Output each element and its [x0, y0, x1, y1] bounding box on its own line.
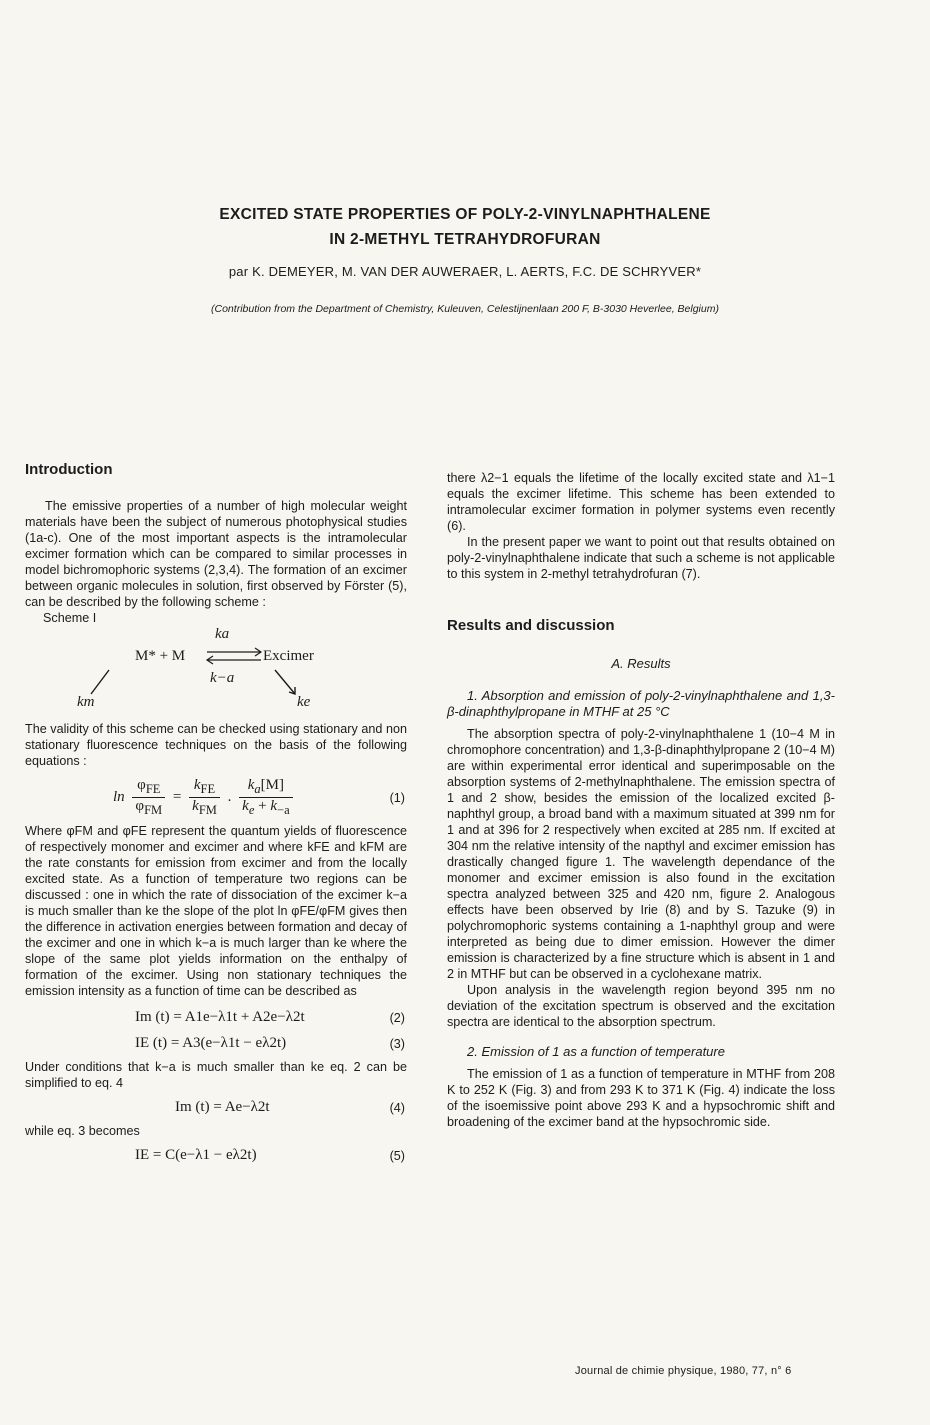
scheme-product: Excimer	[263, 648, 314, 664]
section-heading-introduction: Introduction	[25, 461, 113, 478]
equilibrium-arrows-icon	[205, 644, 265, 670]
affiliation: (Contribution from the Department of Chemistry, Kuleuven, Celestijnenlaan 200 F, B-3030 Heverlee, Belgium)	[211, 303, 719, 315]
equation-5	[25, 1145, 407, 1171]
journal-footer: Journal de chimie physique, 1980, 77, n° 6	[575, 1365, 792, 1377]
results-paragraph-3: The emission of 1 as a function of temperature in MTHF from 208 K to 252 K (Fig. 3) and from 293 K to 371 K (Fig. 4) indicate the loss of the isoemissive point above 293 K and a hypsochromic shift and broadening of the excimer band at the hypsochromic side.	[447, 1067, 835, 1129]
section-heading-results: Results and discussion	[447, 617, 615, 634]
scheme-reactants: M* + M	[135, 648, 186, 664]
right-paragraph-2: In the present paper we want to point out that results obtained on poly-2-vinylnaphthalene indicate that such a scheme is not applicable to this system in 2-methyl tetrahydrofuran (7).	[447, 535, 835, 581]
subsection-heading-a: A. Results	[611, 656, 671, 671]
scheme-ke: ke	[297, 694, 311, 710]
scheme-km: km	[77, 694, 95, 710]
authors: par K. DEMEYER, M. VAN DER AUWERAER, L. AERTS, F.C. DE SCHRYVER*	[228, 264, 702, 279]
subsubsection-1: 1. Absorption and emission of poly-2-vinylnaphthalene and 1,3-β-dinaphthylpropane in MTHF at 25 °C	[447, 688, 835, 719]
equation-3	[25, 1033, 407, 1059]
scheme-k-minus-a: k−a	[210, 670, 235, 686]
subsubsection-2: 2. Emission of 1 as a function of temperature	[467, 1044, 725, 1059]
results-paragraph-2: Upon analysis in the wavelength region beyond 395 nm no deviation of the excitation spectrum is observed and the excitation spectra are identical to the absorption spectrum.	[447, 983, 835, 1029]
scheme-label: Scheme I	[43, 611, 97, 625]
equation-4-number: (4)	[389, 1101, 405, 1115]
equation-5-text: IE = C(e−λ1 − eλ2t)	[135, 1147, 257, 1163]
intro-paragraph-1: The emissive properties of a number of high molecular weight materials have been the subject of numerous photophysical studies (1a-c). One of the most important aspects is the intramolecular excimer formation which can be compared to similar processes in model bichromophoric systems (2,3,4). The formation of an excimer between organic molecules in solution, first observed by Förster (5), can be described by the following scheme :	[25, 499, 407, 609]
equation-2	[25, 1007, 407, 1033]
equation-4-text: Im (t) = Ae−λ2t	[175, 1099, 270, 1115]
equation-2-text: Im (t) = A1e−λ1t + A2e−λ2t	[135, 1009, 305, 1025]
equation-3-text: IE (t) = A3(e−λ1t − eλ2t)	[135, 1035, 287, 1051]
title-line-2: IN 2-METHYL TETRAHYDROFURAN	[329, 231, 601, 248]
equation-3-number: (3)	[389, 1037, 405, 1051]
intro-paragraph-3: Where φFM and φFE represent the quantum yields of fluorescence of respectively monomer and excimer and where kFE and kFM are the rate constants for emission from excimer and from the locally excited state. As a function of temperature two regions can be discussed : one in which the rate of dissociation of the excimer k−a is much smaller than ke the slope of the plot ln φFE/φFM gives then the difference in activation energies between formation and decay of the excimer and one in which k−a is much larger than ke where the slope of the same plot yields information on the enthalpy of formation of the excimer. Using non stationary techniques the emission intensity as a function of time can be described as	[25, 824, 407, 998]
equation-1: ln $\frac{\varphi_{FE}}{\varphi_{FM}}$ = $\frac{k_{FE}}{k_{FM}}$ . $\frac{k_a[M]}{k_e + k_{-a}}$ (1)	[113, 777, 405, 817]
results-paragraph-1: The absorption spectra of poly-2-vinylnaphthalene 1 (10−4 M in chromophore concentration) and 1,3-β-dinaphthylpropane 2 (10−4 M) are within experimental error identical and superimposable on the absorption systems of 2-methylnaphthalene. The emission spectra of 1 and 2 show, besides the emission of the localized excited β-naphthyl group, a broad band with a maximum situated at 399 nm for 1 and at 396 for 2 respectively when excited at 285 nm. If excited at 304 nm the relative intensity of the napthyl and excimer emission has drastically changed figure 1. The wavelength dependance of the monomer and excimer emission is also found in the excitation spectra analyzed between 325 and 420 nm, figure 2. Analogous effects have been observed by Irie (8) and by S. Tazuke (9) in polychromophoric systems containing a 1-naphthyl group and were interpreted as being due to dimer emission. However the dimer emission is characterized by a fine structure which is absent in 1 and 2 in MTHF but can be observed in a cyclohexane matrix.	[447, 727, 835, 981]
equation-1-number: (1)	[389, 791, 405, 805]
scheme-diagram	[25, 626, 407, 721]
right-paragraph-1: there λ2−1 equals the lifetime of the locally excited state and λ1−1 equals the excimer lifetime. This scheme has been extended to intramolecular excimer formation in polymer systems even recently (6).	[447, 471, 835, 533]
intro-paragraph-4: Under conditions that k−a is much smaller than ke eq. 2 can be simplified to eq. 4	[25, 1060, 407, 1090]
equation-5-number: (5)	[389, 1149, 405, 1163]
right-column	[447, 470, 835, 1130]
equation-4	[25, 1097, 407, 1123]
title-line-1: EXCITED STATE PROPERTIES OF POLY-2-VINYLNAPHTHALENE	[219, 206, 711, 223]
intro-paragraph-5: while eq. 3 becomes	[25, 1124, 140, 1138]
left-column	[25, 462, 407, 1171]
scheme-ka: ka	[215, 626, 230, 642]
intro-paragraph-2: The validity of this scheme can be checked using stationary and non stationary fluorescence techniques on the basis of the following equations :	[25, 722, 407, 768]
equation-2-number: (2)	[389, 1011, 405, 1025]
